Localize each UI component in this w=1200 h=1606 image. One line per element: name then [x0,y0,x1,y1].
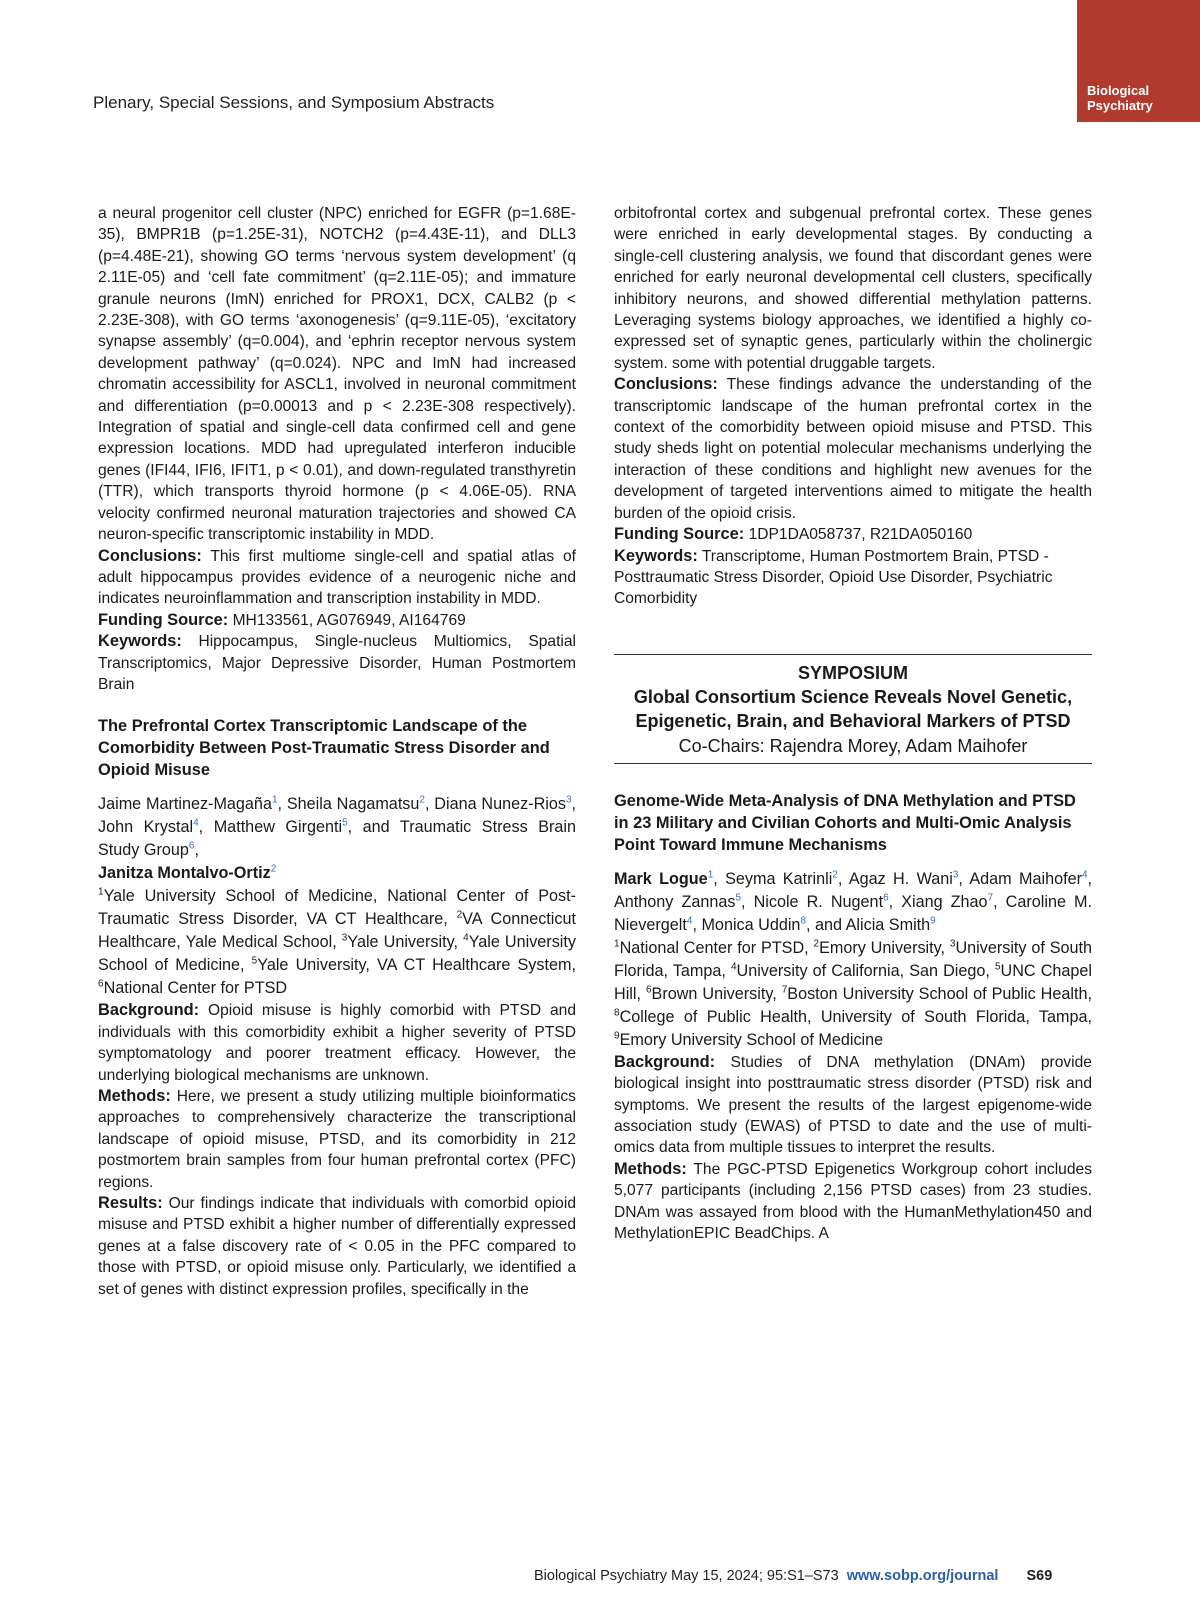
author-separator: , and [347,818,400,837]
keywords-paragraph [98,631,576,695]
author-separator: , [993,892,1006,911]
conclusions-text: This first multiome single-cell and spatial atlas of adult hippocampus provides evidence of a neurogenic niche and indicates neuroinflammation and transcription instability in MDD. [98,547,576,608]
funding-paragraph [98,610,576,631]
affiliation-superscript: 5 [994,961,1001,973]
abstract-title: Genome-Wide Meta-Analysis of DNA Methylation and PTSD in 23 Military and Civilian Cohorts and Multi-Omic Analysis Point Toward Immune Mechanisms [614,791,1076,854]
background-paragraph [98,1000,576,1086]
affiliation-text: Emory University School of Medicine [619,1030,884,1049]
author-name: Diana Nunez-Rios [434,795,566,814]
symposium-label: SYMPOSIUM [797,662,908,683]
symposium-title: Global Consortium Science Reveals Novel Genetic, Epigenetic, Brain, and Behavioral Markers of PTSD [633,686,1073,731]
affiliation-superscript: 8 [614,1007,620,1019]
affiliation-text: UNC Chapel Hill, [614,961,1093,1003]
journal-logo-line: Biological [1087,83,1150,98]
author-name: Sheila Nagamatsu [286,795,420,814]
symposium-chairs: Co-Chairs: Rajendra Morey, Adam Maihofer [678,735,1028,756]
affiliation-superscript: 4 [463,932,469,944]
author-superscript: 6 [188,840,195,852]
author-separator: , [198,818,214,837]
affiliation-text: National Center for PTSD, [619,938,814,957]
affiliation-text: Boston University School of Public Health, [787,984,1092,1003]
affiliation-list [98,885,576,1000]
affiliation-text: College of Public Health, University of South Florida, Tampa, [619,1007,1092,1026]
continued-results-text: orbitofrontal cortex and subgenual prefrontal cortex. These genes were enriched in early developmental stages. By conducting a single-cell clustering analysis, we found that discordant genes were enriched for early neuronal developmental cell clusters, specifically inhibitory neurons, and showed differential methylation patterns. Leveraging systems biology approaches, we identified a highly co-expressed set of synaptic genes, particularly within the cholinergic system. some with potential druggable targets. [614,205,1092,372]
author-superscript: 6 [883,892,889,904]
background-label: Background: [614,1052,716,1071]
keywords-text: Hippocampus, Single-nucleus Multiomics, Spatial Transcriptomics, Major Depressive Disorder, Human Postmortem Brain [98,633,576,693]
author-separator: , [424,795,435,814]
author-superscript: 5 [342,817,348,829]
author-superscript: 7 [987,892,994,904]
author-name: Nicole R. Nugent [753,892,884,911]
page-footer [534,1568,1052,1584]
affiliation-text: University of California, San Diego, [736,961,995,980]
affiliation-superscript: 7 [781,984,788,996]
funding-text: MH133561, AG076949, AI164769 [232,611,466,629]
author-superscript: 1 [707,869,714,881]
author-list [614,868,1092,937]
author-name: John Krystal [98,818,194,837]
affiliation-text: Yale University, VA CT Healthcare System, [257,956,576,975]
author-superscript: 1 [271,794,278,806]
author-separator: , [277,795,287,814]
conclusions-label: Conclusions: [98,546,202,565]
author-superscript: 4 [1081,869,1088,881]
author-name: Adam Maihofer [969,869,1082,888]
author-name: Agaz H. Wani [848,869,953,888]
author-superscript: 2 [832,869,838,881]
conclusions-label: Conclusions: [614,375,718,394]
conclusions-paragraph [98,546,576,610]
author-name: Caroline M. Nievergelt [614,892,1092,934]
results-label: Results: [98,1194,163,1212]
funding-label: Funding Source: [98,610,229,629]
funding-label: Funding Source: [614,525,745,544]
author-superscript: 2 [419,794,425,806]
funding-paragraph [614,524,1092,545]
author-superscript: 3 [952,869,959,881]
keywords-label: Keywords: [614,546,698,565]
affiliation-text: Yale University School of Medicine, [98,933,576,975]
author-name: Alicia Smith [845,915,931,934]
author-separator: , [958,869,970,888]
author-separator: , and [806,915,846,934]
author-name: Matthew Girgenti [213,818,343,837]
author-superscript: 9 [930,915,936,927]
author-name: Jaime Martinez-Magaña [98,795,272,814]
journal-logo-line: Psychiatry [1087,98,1153,113]
affiliation-text: Yale University, [347,933,464,952]
affiliation-superscript: 3 [341,932,348,944]
background-paragraph [614,1052,1092,1159]
keywords-text: Transcriptome, Human Postmortem Brain, PTSD - Posttraumatic Stress Disorder, Opioid Use Disorder, Psychiatric Comorbidity [614,547,1053,608]
author-list [98,793,576,885]
conclusions-paragraph [614,374,1092,524]
affiliation-superscript: 2 [456,909,463,921]
affiliation-superscript: 4 [730,961,737,973]
affiliation-superscript: 9 [614,1030,620,1042]
journal-url-link[interactable]: www.sobp.org/journal [846,1568,999,1584]
affiliation-superscript: 1 [98,886,104,898]
author-name: Seyma Katrinli [725,869,833,888]
left-column [98,203,576,1300]
background-label: Background: [98,1001,200,1020]
author-separator: , [1087,869,1093,888]
affiliation-list [614,937,1092,1052]
right-column [614,203,1092,1244]
background-text: Opioid misuse is highly comorbid with PTSD and individuals with this comorbidity exhibit a higher severity of PTSD symptomatology and poorer treatment efficacy. However, the underlying biological mechanisms are unknown. [98,1002,576,1084]
author-superscript: 8 [800,915,806,927]
page-number: S69 [1026,1568,1053,1584]
affiliation-text: VA Connecticut Healthcare, Yale Medical School, [98,910,576,952]
keywords-paragraph [614,546,1092,610]
affiliation-text: Emory University, [819,938,950,957]
author-superscript: 4 [686,915,693,927]
journal-logo-tab [1077,0,1200,122]
methods-paragraph [614,1159,1092,1245]
author-superscript: 3 [565,794,572,806]
author-name: Anthony Zannas [614,892,736,911]
affiliation-superscript: 2 [813,938,820,950]
background-text: Studies of DNA methylation (DNAm) provide biological insight into posttraumatic stress disorder (PTSD) risk and symptoms. We present the results of the largest epigenome-wide association study (EWAS) of PTSD to date and the use of multi-omics data from multiple tissues to interpret the results. [614,1053,1092,1157]
author-separator: , [692,915,702,934]
abstract-title: The Prefrontal Cortex Transcriptomic Landscape of the Comorbidity Between Post-Traumatic Stress Disorder and Opioid Misuse [98,717,550,780]
author-name: Mark Logue [614,869,708,888]
affiliation-superscript: 3 [949,938,956,950]
author-name: Traumatic Stress Brain Study Group [98,818,576,860]
methods-text: Here, we present a study utilizing multiple bioinformatics approaches to comprehensively characterize the transcriptional landscape of opioid misuse, PTSD, and its comorbidity in 212 postmortem brain samples from four human prefrontal cortex (PFC) regions. [98,1087,576,1191]
affiliation-text: National Center for PTSD [103,979,288,998]
affiliation-superscript: 6 [98,978,104,990]
methods-text: The PGC-PTSD Epigenetics Workgroup cohort includes 5,077 participants (including 2,156 PTSD cases) from 23 studies. DNAm was assayed from blood with the HumanMethylation450 and MethylationEPIC BeadChips. A [614,1160,1092,1242]
funding-text: 1DP1DA058737, R21DA050160 [748,526,973,544]
results-text: Our findings indicate that individuals with comorbid opioid misuse and PTSD exhibit a higher number of differentially expressed genes at a false discovery rate of < 0.05 in the PFC compared to those with PTSD, or opioid misuse only. Particularly, we identified a set of genes with distinct expression profiles, specifically in the [98,1195,576,1298]
author-separator: , [571,795,577,814]
affiliation-superscript: 1 [614,938,620,950]
author-separator: , [741,892,754,911]
continued-results-text: a neural progenitor cell cluster (NPC) enriched for EGFR (p=1.68E-35), BMPR1B (p=1.25E-31), NOTCH2 (p=4.43E-11), and DLL3 (p=4.48E-21), showing GO terms ‘nervous system development’ (q 2.11E-05) and ‘cell fate commitment’ (q=2.11E-05); and immature granule neurons (ImN) enriched for PROX1, DCX, CALB2 (p < 2.23E-308), with GO terms ‘axonogenesis’ (q=9.11E-05), ‘excitatory synapse assembly’ (q=0.004), and ‘ephrin receptor nervous system development pathway’ (q=0.024). NPC and ImN had increased chromatin accessibility for ASCL1, involved in neuronal commitment and differentiation (p=0.00013 and p < 2.23E-308 respectively). Integration of spatial and single-cell data confirmed cell and gene expression locations. MDD had upregulated interferon inducible genes (IFI44, IFI6, IFIT1, p < 0.01), and down-regulated transthyretin (TTR), which transports thyroid hormone (p < 4.06E-05). RNA velocity confirmed neuronal maturation trajectories and showed CA neuron-specific transcriptomic instability in MDD. [98,205,576,544]
methods-label: Methods: [98,1086,171,1105]
author-superscript: 2 [270,863,277,875]
conclusions-text: These findings advance the understanding of the transcriptomic landscape of the human prefrontal cortex in the context of the comorbidity between opioid misuse and PTSD. This study sheds light on potential molecular mechanisms underlying the interaction of these conditions and highlight new avenues for the development of targeted interventions aimed to mitigate the health burden of the opioid crisis. [614,376,1092,522]
affiliation-superscript: 5 [251,955,258,967]
affiliation-text: University of South Florida, Tampa, [614,938,1093,980]
author-separator: , [837,869,849,888]
affiliation-text: Yale University School of Medicine, National Center of Post-Traumatic Stress Disorder, VA CT Healthcare, [98,887,576,929]
affiliation-superscript: 6 [645,984,652,996]
running-head: Plenary, Special Sessions, and Symposium Abstracts [93,93,495,112]
author-separator: , [194,841,199,860]
affiliation-text: Brown University, [651,984,782,1003]
methods-paragraph [98,1086,576,1193]
author-superscript: 5 [735,892,742,904]
author-name: Janitza Montalvo-Ortiz [98,864,271,883]
results-paragraph [98,1193,576,1300]
author-separator: , [713,869,726,888]
author-separator: , [888,892,902,911]
author-superscript: 4 [193,817,199,829]
author-name: Monica Uddin [701,915,801,934]
symposium-header [614,654,1092,764]
footer-citation: Biological Psychiatry May 15, 2024; 95:S1–S73 [534,1568,839,1584]
keywords-label: Keywords: [98,632,182,651]
methods-label: Methods: [614,1159,687,1178]
author-name: Xiang Zhao [901,892,988,911]
